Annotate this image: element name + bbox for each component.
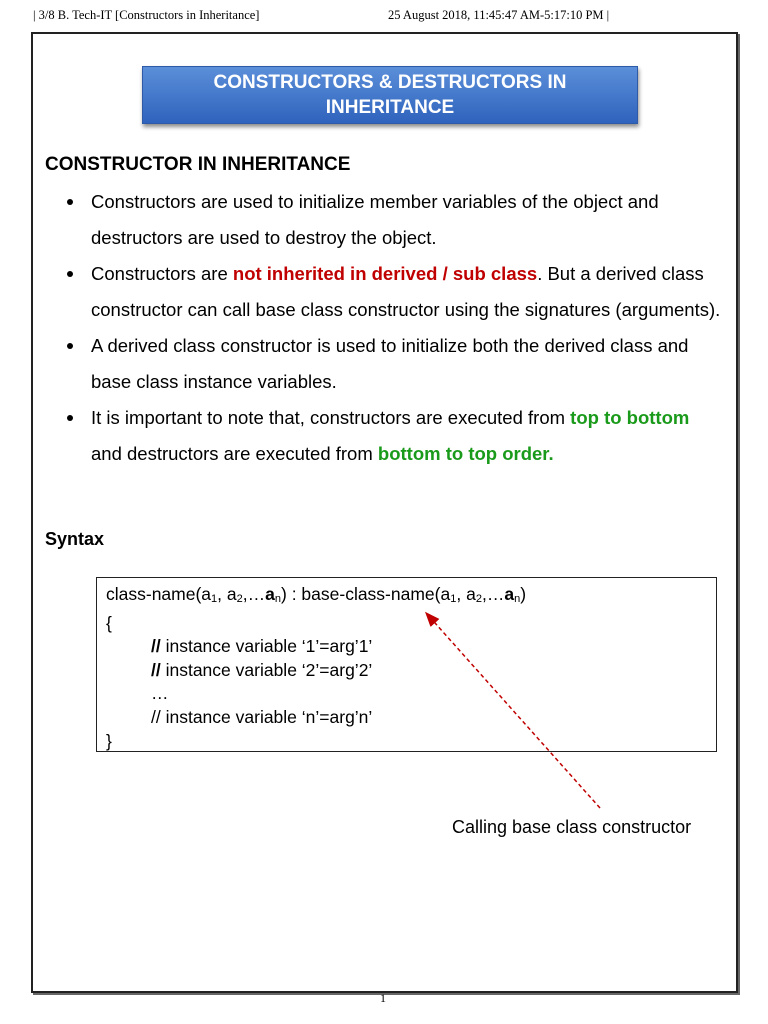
code-comment-text: instance variable ‘1’=arg’1’ [160,636,373,657]
code-part: class-name(a [106,584,212,604]
code-ellipsis-line: … [151,683,169,704]
bullet-text-part: . But a derived class constructor can call base class constructor using the signatures (arguments). [91,263,721,320]
bullet-text: Constructors are used to initialize member variables of the object and destructors are used to destroy the object. [91,191,659,248]
section-heading: CONSTRUCTOR IN INHERITANCE [45,154,351,175]
page-number: 1 [380,991,386,1005]
code-subscript: n [514,593,521,605]
bullet-text-part: It is important to note that, constructors are executed from [91,407,571,428]
callout-label: Calling base class constructor [452,817,692,837]
code-part: ,… [242,584,266,604]
code-part: ) : base-class-name(a [281,584,451,604]
code-subscript: 1 [450,593,457,605]
syntax-label: Syntax [45,529,105,549]
code-comment-slashes: // [151,659,161,680]
callout-arrow-line [427,614,600,808]
code-subscript: 2 [236,593,243,605]
highlight-green-text: top to bottom [570,407,690,428]
code-comment-line: // instance variable ‘n’=arg’n’ [151,706,373,727]
code-open-brace: { [106,612,112,633]
code-comment-text: instance variable ‘2’=arg’2’ [160,659,373,680]
code-part: , a [217,584,237,604]
code-part: ,… [481,584,505,604]
code-comment-slashes: // [151,636,161,657]
code-subscript: 2 [475,593,482,605]
code-close-brace: } [106,730,112,751]
code-part: , a [456,584,476,604]
slide-title-text: CONSTRUCTORS & DESTRUCTORS IN INHERITANCE [213,72,567,118]
code-part: a [265,584,275,604]
header-left-text: | 3/8 B. Tech-IT [Constructors in Inheritance] [33,8,260,22]
code-subscript: n [274,593,281,605]
code-subscript: 1 [211,593,218,605]
highlight-green-text: bottom to top order. [377,443,554,464]
bullet-text-part: and destructors are executed from [91,443,378,464]
bullet-text: A derived class constructor is used to initialize both the derived class and base class instance variables. [91,335,689,392]
highlight-red-text: not inherited in derived / sub class [232,263,538,284]
bullet-text-part: Constructors are [91,263,233,284]
code-part: a [504,584,515,604]
header-right-text: 25 August 2018, 11:45:47 AM-5:17:10 PM | [388,8,610,22]
code-part: ) [520,584,527,604]
